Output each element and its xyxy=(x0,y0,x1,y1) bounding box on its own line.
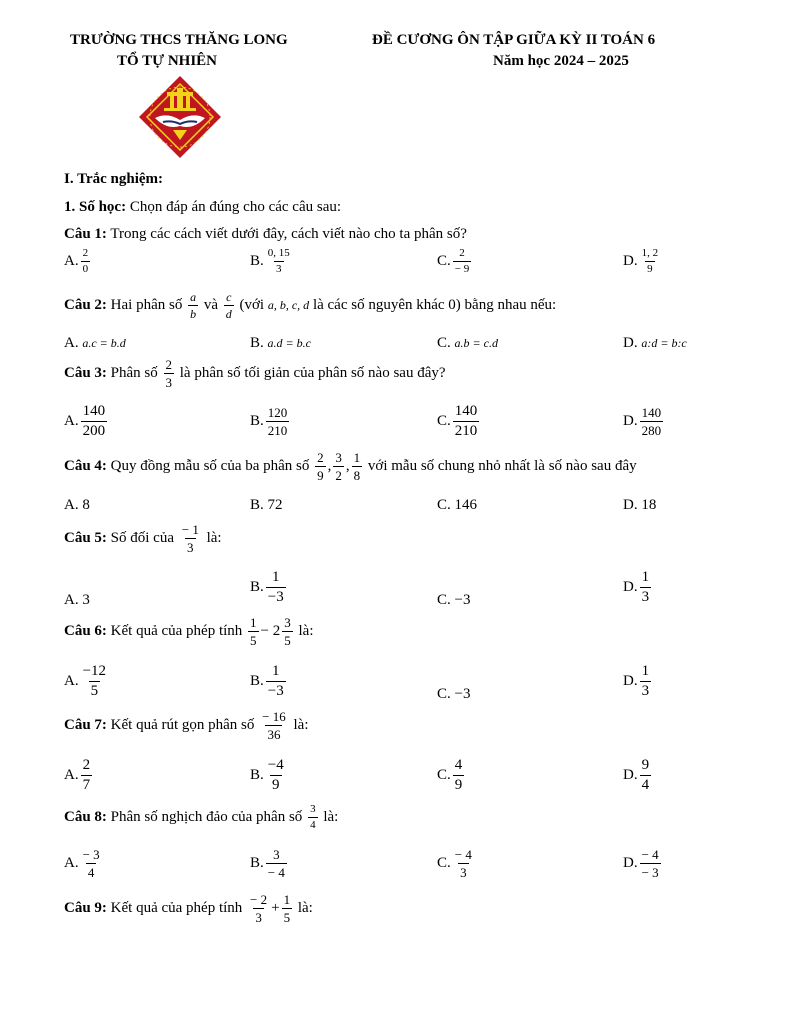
department-name: TỔ TỰ NHIÊN xyxy=(117,53,218,69)
fraction: $\frac{1}{5}$ xyxy=(283,892,291,925)
operator: + xyxy=(271,899,280,916)
fraction: $\frac{2}{7}$ xyxy=(82,757,91,793)
q7-option-d[interactable]: D. $\frac{9}{4}$ xyxy=(623,757,650,793)
question-7 xyxy=(64,710,309,741)
question-label: Câu 4: xyxy=(64,457,107,474)
question-label: Câu 8: xyxy=(64,808,107,825)
subsection-line xyxy=(64,199,341,216)
q7-option-c[interactable]: C. $\frac{4}{9}$ xyxy=(437,757,463,793)
option-expr: a.b = c.d xyxy=(454,336,498,350)
section-heading: I. Trắc nghiệm: xyxy=(64,171,164,187)
q8-option-b[interactable]: B. $\frac{3}{- 4}$ xyxy=(250,847,285,880)
option-letter: C. xyxy=(437,412,451,429)
question-text: (với xyxy=(235,296,265,313)
q3-option-c[interactable] xyxy=(437,404,481,439)
question-label: Câu 9: xyxy=(64,899,107,916)
fraction: $\frac{140}{200}$ xyxy=(82,403,106,439)
fraction: $\frac{- 4}{- 3}$ xyxy=(641,847,659,880)
q1-option-b[interactable] xyxy=(250,248,294,275)
question-label: Câu 2: xyxy=(64,296,107,313)
question-9 xyxy=(64,893,313,924)
option-expr: a.c = b.d xyxy=(82,336,126,350)
option-letter: B. xyxy=(250,335,264,351)
option-letter: A. xyxy=(64,412,79,429)
question-text: là phân số tối giản của phân số nào sau đây? xyxy=(176,364,446,381)
variables: a, b, c, d xyxy=(267,297,310,312)
question-text: Phân số nghịch đảo của phân số xyxy=(106,808,303,825)
q6-option-a[interactable]: A. $\frac{-12}{5}$ xyxy=(64,663,107,699)
question-text: là các số nguyên khác 0) bằng nhau nếu: xyxy=(309,296,557,313)
school-name: TRƯỜNG THCS THĂNG LONG xyxy=(70,32,288,48)
question-1 xyxy=(64,226,467,243)
question-label: Câu 1: xyxy=(64,226,107,242)
q5-option-a[interactable]: A. 3 xyxy=(64,592,90,608)
fraction: $\frac{9}{4}$ xyxy=(641,757,650,793)
fraction: $\frac{2}{3}$ xyxy=(165,357,173,390)
question-text: Trong các cách viết dưới đây, cách viết nào cho ta phân số? xyxy=(106,226,467,242)
question-label: Câu 5: xyxy=(64,529,107,546)
fraction: $\frac{3}{- 4}$ xyxy=(267,847,285,880)
fraction: $\frac{- 2}{3}$ xyxy=(250,892,268,925)
q5-option-c[interactable]: C. −3 xyxy=(437,592,471,608)
question-text: Kết quả rút gọn phân số xyxy=(106,716,255,733)
q4-option-d[interactable]: D. 18 xyxy=(623,497,657,513)
question-text: và xyxy=(203,296,218,313)
option-letter: B. xyxy=(250,412,264,429)
q1-option-d[interactable] xyxy=(623,248,662,275)
operator: − 2 xyxy=(260,622,281,639)
fraction: $\frac{4}{9}$ xyxy=(454,757,463,793)
q4-option-a[interactable]: A. 8 xyxy=(64,497,90,513)
question-text: với mẫu số chung nhỏ nhất là số nào sau đây xyxy=(364,457,637,474)
option-letter: C. xyxy=(437,252,451,269)
fraction: $\frac{- 3}{4}$ xyxy=(82,847,100,880)
question-text: Kết quả của phép tính xyxy=(106,899,243,916)
option-letter: A. xyxy=(64,335,79,351)
q2-option-c[interactable] xyxy=(437,335,498,352)
fraction: $\frac{120}{210}$ xyxy=(267,405,288,438)
fraction: $\frac{-12}{5}$ xyxy=(82,663,107,699)
option-letter: D. xyxy=(623,252,638,269)
question-8 xyxy=(64,804,338,831)
school-emblem-icon xyxy=(137,74,223,160)
fraction: $\frac{2}{9}$ xyxy=(317,450,324,483)
question-text: Phân số xyxy=(106,364,158,381)
question-3 xyxy=(64,358,446,389)
question-6 xyxy=(64,616,314,647)
question-4: Câu 4: Quy đồng mẫu số của ba phân số $\frac{2}{9}$ , $\frac{3}{2}$ , $\frac{1}{8}$ với mẫu số chung nhỏ nhất là số nào sau đây xyxy=(64,450,637,483)
q3-option-b[interactable] xyxy=(250,406,291,437)
q7-option-a[interactable]: A. $\frac{2}{7}$ xyxy=(64,757,91,793)
question-text: Kết quả của phép tính xyxy=(106,622,243,639)
q4-option-c[interactable]: C. 146 xyxy=(437,497,478,513)
q6-option-b[interactable]: B. $\frac{1}{-3}$ xyxy=(250,663,284,699)
q6-option-d[interactable]: D. $\frac{1}{3}$ xyxy=(623,663,650,699)
q4-option-b[interactable]: B. 72 xyxy=(250,497,283,513)
q8-option-d[interactable]: D. $\frac{- 4}{- 3}$ xyxy=(623,847,659,880)
fraction: $\frac{1}{3}$ xyxy=(641,663,650,699)
fraction: $\frac{1}{8}$ xyxy=(353,450,361,483)
question-text: là: xyxy=(294,899,313,916)
fraction: $\frac{0, 15}{3}$ xyxy=(267,247,290,275)
question-text: là: xyxy=(319,808,339,825)
option-letter: A. xyxy=(64,252,79,269)
q6-option-c[interactable]: C. −3 xyxy=(437,686,471,702)
q5-option-b[interactable]: B. $\frac{1}{-3}$ xyxy=(250,569,284,605)
document-title: ĐỀ CƯƠNG ÔN TẬP GIỮA KỲ II TOÁN 6 xyxy=(372,32,656,48)
question-text: Hai phân số xyxy=(106,296,183,313)
fraction-c-d: $\frac{c}{d}$ xyxy=(225,290,232,321)
subsection-text: Chọn đáp án đúng cho các câu sau: xyxy=(126,199,342,215)
question-text: Quy đồng mẫu số của ba phân số xyxy=(106,457,310,474)
fraction: $\frac{2}{0}$ xyxy=(82,247,89,275)
question-text: là: xyxy=(289,716,309,733)
q5-option-d[interactable]: D. $\frac{1}{3}$ xyxy=(623,569,650,605)
question-text: Số đối của xyxy=(106,529,174,546)
question-2 xyxy=(64,291,556,320)
fraction: $\frac{- 16}{36}$ xyxy=(262,709,286,742)
school-year: Năm học 2024 – 2025 xyxy=(493,53,629,69)
fraction: $\frac{1, 2}{9}$ xyxy=(641,247,659,275)
fraction: $\frac{1}{3}$ xyxy=(641,569,650,605)
fraction: $\frac{3}{4}$ xyxy=(310,803,316,831)
q1-option-c[interactable] xyxy=(437,248,473,275)
fraction: $\frac{- 1}{3}$ xyxy=(181,522,199,555)
q7-option-b[interactable]: B. $\frac{-4}{9}$ xyxy=(250,757,284,793)
option-letter: D. xyxy=(623,412,638,429)
fraction: $\frac{140}{210}$ xyxy=(454,403,478,439)
q3-option-a[interactable] xyxy=(64,404,109,439)
question-text: là: xyxy=(294,622,314,639)
question-5 xyxy=(64,523,222,554)
fraction: $\frac{3}{5}$ xyxy=(284,615,291,648)
q3-option-d[interactable] xyxy=(623,406,665,437)
fraction: $\frac{140}{280}$ xyxy=(641,405,662,438)
question-label: Câu 7: xyxy=(64,716,107,733)
q2-option-b[interactable] xyxy=(250,335,311,352)
question-text: là: xyxy=(202,529,222,546)
fraction: $\frac{- 4}{3}$ xyxy=(454,847,472,880)
fraction: $\frac{2}{- 9}$ xyxy=(454,247,470,275)
fraction: $\frac{1}{5}$ xyxy=(250,615,257,648)
fraction: $\frac{-4}{9}$ xyxy=(267,757,284,793)
option-expr: a:d = b:c xyxy=(641,336,687,350)
subsection-label: 1. Số học: xyxy=(64,199,127,215)
fraction: $\frac{1}{-3}$ xyxy=(267,663,284,699)
fraction: $\frac{1}{-3}$ xyxy=(267,569,284,605)
q8-option-a[interactable]: A. $\frac{- 3}{4}$ xyxy=(64,847,100,880)
q2-option-a[interactable] xyxy=(64,335,126,352)
q2-option-d[interactable] xyxy=(623,335,687,352)
option-letter: D. xyxy=(623,335,638,351)
question-label: Câu 6: xyxy=(64,622,107,639)
option-expr: a.d = b.c xyxy=(267,336,311,350)
q8-option-c[interactable]: C. $\frac{- 4}{3}$ xyxy=(437,847,472,880)
option-letter: B. xyxy=(250,252,264,269)
q1-option-a[interactable] xyxy=(64,248,92,275)
fraction: $\frac{3}{2}$ xyxy=(335,450,342,483)
fraction-a-b: $\frac{a}{b}$ xyxy=(190,290,197,321)
question-label: Câu 3: xyxy=(64,364,107,381)
option-letter: C. xyxy=(437,335,451,351)
